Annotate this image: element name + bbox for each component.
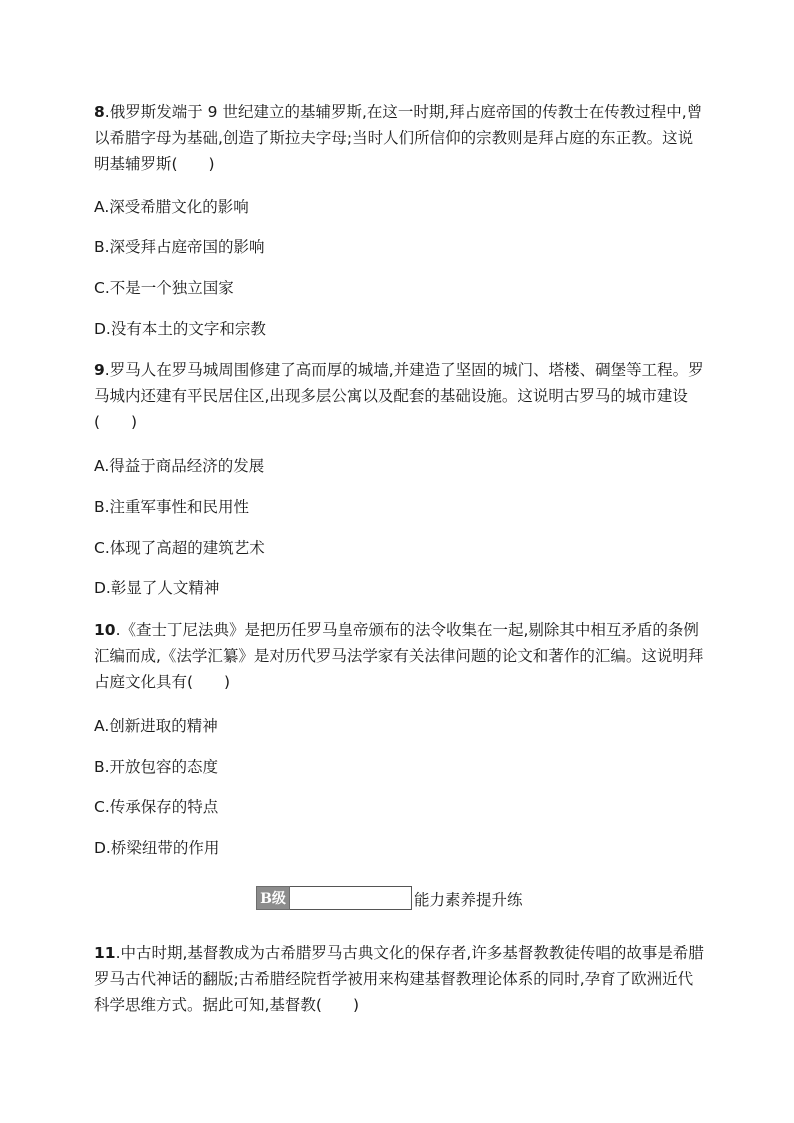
question-stem: .《查士丁尼法典》是把历任罗马皇帝颁布的法令收集在一起,剔除其中相互矛盾的条例汇编而成,《法学汇纂》是对历代罗马法学家有关法律问题的论文和著作的汇编。这说明拜占庭文化具有( ) [94, 621, 704, 691]
option-c: C.传承保存的特点 [94, 798, 219, 816]
option-a: A.得益于商品经济的发展 [94, 457, 265, 475]
option-c: C.不是一个独立国家 [94, 279, 234, 297]
level-box [290, 886, 412, 910]
question-number: 11 [94, 944, 116, 962]
option-a: A.创新进取的精神 [94, 717, 218, 735]
question-11 [94, 940, 704, 1018]
question-number: 8 [94, 103, 105, 121]
level-badge: B级 [256, 886, 290, 910]
question-number: 9 [94, 361, 105, 379]
option-d: D.彰显了人文精神 [94, 579, 220, 597]
option-b: B.注重军事性和民用性 [94, 498, 250, 516]
option-b: B.深受拜占庭帝国的影响 [94, 238, 265, 256]
question-8 [94, 99, 704, 177]
section-title: 能力素养提升练 [414, 891, 523, 909]
question-stem: .罗马人在罗马城周围修建了高而厚的城墙,并建造了坚固的城门、塔楼、碉堡等工程。罗马城内还建有平民居住区,出现多层公寓以及配套的基础设施。这说明古罗马的城市建设( ) [94, 361, 704, 431]
question-stem: .中古时期,基督教成为古希腊罗马古典文化的保存者,许多基督教教徒传唱的故事是希腊罗马古代神话的翻版;古希腊经院哲学被用来构建基督教理论体系的同时,孕育了欧洲近代科学思维方式。据此可知,基督教( ) [94, 944, 704, 1014]
option-d: D.没有本土的文字和宗教 [94, 320, 266, 338]
option-b: B.开放包容的态度 [94, 758, 219, 776]
question-number: 10 [94, 621, 116, 639]
option-a: A.深受希腊文化的影响 [94, 198, 249, 216]
section-header [256, 884, 523, 910]
question-9 [94, 357, 704, 435]
option-d: D.桥梁纽带的作用 [94, 839, 220, 857]
option-c: C.体现了高超的建筑艺术 [94, 539, 265, 557]
question-stem: .俄罗斯发端于 9 世纪建立的基辅罗斯,在这一时期,拜占庭帝国的传教士在传教过程中,曾以希腊字母为基础,创造了斯拉夫字母;当时人们所信仰的宗教则是拜占庭的东正教。这说明基辅罗斯( ) [94, 103, 703, 173]
question-10 [94, 617, 704, 695]
